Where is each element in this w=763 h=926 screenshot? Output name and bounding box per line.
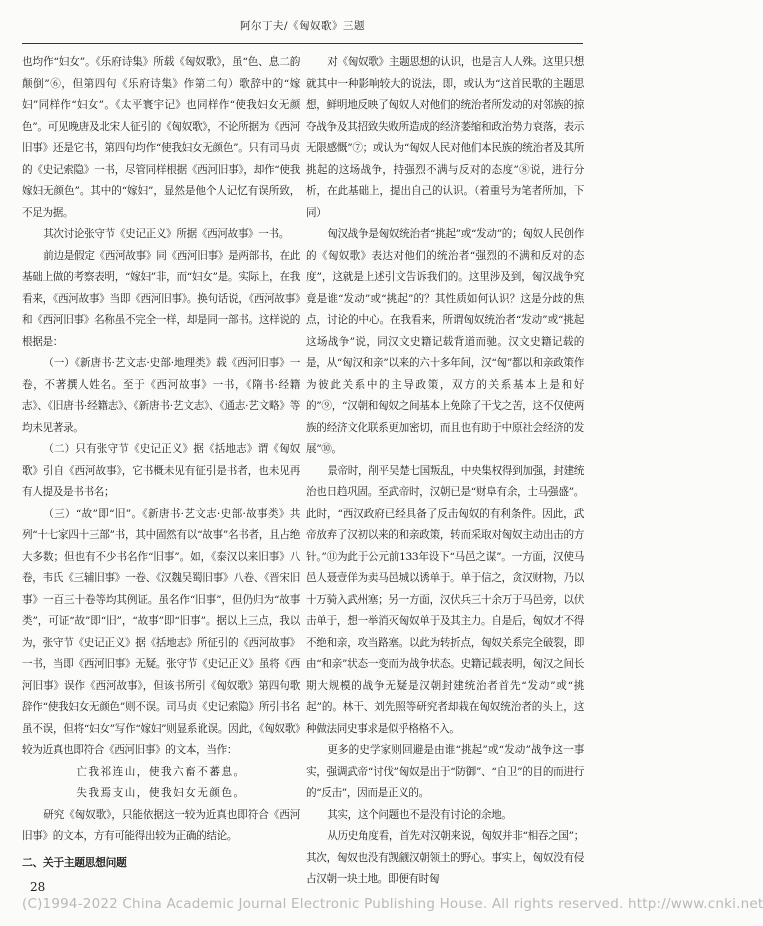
header-rule <box>22 43 583 44</box>
paragraph: 从历史角度看，首先对汉朝来说，匈奴并非“相吞之国”；其次，匈奴也没有觊觎汉朝领土的野心。事实上，匈奴没有侵占汉朝一块土地。即便有时匈 <box>306 830 584 885</box>
right-column <box>306 52 584 891</box>
paragraph: 研究《匈奴歌》，只能依据这一较为近真也即符合《西河旧事》的文本，方有可能得出较为正确的结论。 <box>22 808 300 842</box>
paragraph: （一）《新唐书·艺文志·史部·地理类》载《西河旧事》一卷，不著撰人姓名。至于《西河故事》一书，《隋书·经籍志》、《旧唐书·经籍志》、《新唐书·艺文志》、《通志·艺文略》等均未见著录。 <box>22 357 300 434</box>
paragraph: 也均作“妇女”。《乐府诗集》所载《匈奴歌》，虽“色、息二韵颠倒”⑥，但第四句《乐府诗集》作第二句）歌辞中的“嫁妇”同样作“妇女”。《太平寰宇记》也同样作“使我妇女无颜色”。可见晚唐及北宋人征引的《匈奴歌》，不论所据为《西河旧事》还是它书，第四句均作“使我妇女无颜色”。只有司马贞的《史记索隐》一书，尽管同样根据《西河旧事》，却作“使我嫁妇无颜色”。其中的“嫁妇”，显然是他个人记忆有误所致，不足为据。 <box>22 56 300 219</box>
copyright-footer: (C)1994-2022 China Academic Journal Electronic Publishing House. All rights reserved. http://www.cnki.net <box>22 896 763 912</box>
paragraph: 匈汉战争是匈奴统治者“挑起”或“发动”的；匈奴人民创作的《匈奴歌》表达对他们的统治者“强烈的不满和反对的态度”，这就是上述引文告诉我们的。这里涉及到，匈汉战争究竟是谁“发动”或“挑起”的？其性质如何认识？这是分歧的焦点，讨论的中心。在我看来，所谓匈奴统治者“发动”或“挑起这场战争”说，同汉文史籍记载背道而驰。汉文史籍记载的是，从“匈汉和亲”以来的六十多年间，汉“匈”都以和亲政策作为彼此关系中的主导政策，双方的关系基本上是和好的”⑨，“汉朝和匈奴之间基本上免除了干戈之苦，这不仅使两族的经济文化联系更加密切，而且也有助于中原社会经济的发展”⑩。 <box>306 228 584 455</box>
poem-line: 失我焉支山，使我妇女无颜色。 <box>76 787 246 799</box>
paragraph: 更多的史学家则回避是由谁“挑起”或“发动”战争这一事实，强调武帝“讨伐”匈奴是出于“防御”、“自卫”的目的而进行的“反击”，因而是正义的。 <box>306 744 584 799</box>
running-header: 阿尔丁夫/《匈奴歌》三题 <box>239 20 366 32</box>
paragraph: （三）“故”即“旧”。《新唐书·艺文志·史部·故事类》共列“十七家四十三部”书，其中固然有以“故事”名书者，且占绝大多数；但也有不少书名作“旧事”。如，《泰汉以来旧事》八卷，韦氏《三辅旧事》一卷、《汉魏吴蜀旧事》八卷、《晋宋旧事》一百三十卷等均其例证。虽名作“旧事”，但仍归为“故事类”，可证“故”即“旧”，“故事”即“旧事”。据以上三点，我以为，张守节《史记正义》据《括地志》所征引的《西河故事》一书，当即《西河旧事》无疑。张守节《史记正义》虽将《西河旧事》误作《西河故事》，但该书所引《匈奴歌》第四句歌辞作“使我妇女无颜色”则不误。司马贞《史记索隐》所引书名虽不误，但将“妇女”写作“嫁妇”则显系讹误。因此，《匈奴歌》较为近真也即符合《西河旧事》的文本，当作： <box>22 507 300 756</box>
paragraph: （二）只有张守节《史记正义》据《括地志》谓《匈奴歌》引自《西河故事》，它书概未见有征引是书者，也未见再有人提及是书书名； <box>22 443 300 498</box>
section-heading: 二、关于主题思想问题 <box>22 855 127 869</box>
page-number: 28 <box>30 880 46 894</box>
paragraph: 前边是假定《西河故事》同《西河旧事》是两部书，在此基础上做的考察表明，“嫁妇”非，而“妇女”是。实际上，在我看来，《西河故事》当即《西河旧事》。换句话说，《西河故事》和《西河旧事》名称虽不完全一样，却是同一部书。这样说的根据是： <box>22 249 300 348</box>
paragraph: 其实，这个问题也不是没有讨论的余地。 <box>327 808 512 821</box>
left-column <box>22 52 300 873</box>
paragraph: 对《匈奴歌》主题思想的认识，也是言人人殊。这里只想就其中一种影响较大的说法，即，或认为“这首民歌的主题思想，鲜明地反映了匈奴人对他们的统治者所发动的对邻族的掠夺战争及其招致失败所造成的经济萎缩和政治势力衰落，表示无限感慨”⑦；或认为“匈奴人民对他们本民族的统治者及其所挑起的这场战争，持强烈不满与反对的态度”⑧说，进行分析，在此基础上，提出自己的认识。（着重号为笔者所加，下同） <box>306 56 584 219</box>
paragraph: 景帝时，削平吴楚七国叛乱，中央集权得到加强，封建统治也日趋巩固。至武帝时，汉朝已是“财阜有余，士马强盛”。此时，“西汉政府已经具备了反击匈奴的有利条件。因此，武帝放弃了汉初以来的和亲政策，转而采取对匈奴主动出击的方针。”⑪为此于公元前133年设下“马邑之谋”。一方面，汉使马邑人聂壹佯为卖马邑城以诱单于。单于信之，贪汉财物，乃以十万骑入武州塞；另一方面，汉伏兵三十余万于马邑旁，以伏击单于，想一举消灭匈奴单于及其主力。自是后，匈奴才不得不绝和亲，攻当路塞。以此为转折点，匈奴关系完全破裂，即由“和亲”状态一变而为战争状态。史籍记载表明，匈汉之间长期大规模的战争无疑是汉朝封建统治者首先“发动”或“挑起”的。林干、刘先照等研究者却栽在匈奴统治者的头上，这种做法同史事求是似乎格格不入。 <box>306 464 584 735</box>
paragraph: 其次讨论张守节《史记正义》所据《西河故事》一书。 <box>43 228 290 240</box>
poem-line: 亡我祁连山，使我六畜不蕃息。 <box>76 765 246 778</box>
